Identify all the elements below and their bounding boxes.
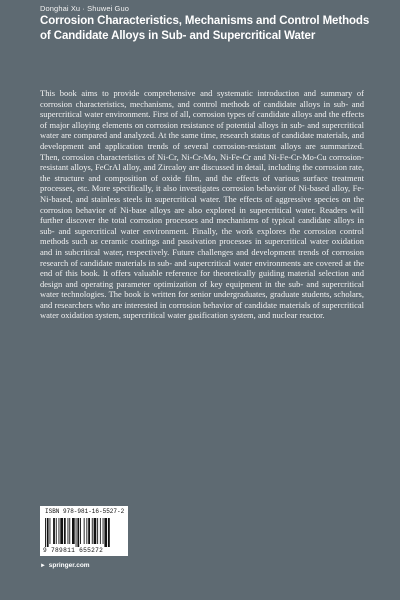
barcode-bar (45, 518, 46, 547)
barcode-bar (76, 518, 77, 547)
barcode-bar (104, 518, 107, 547)
barcode-bar (72, 518, 75, 544)
barcode-bar (60, 518, 63, 544)
barcode-bar (108, 518, 110, 547)
barcode-panel (40, 506, 128, 556)
barcode-bar (92, 518, 93, 544)
barcode-bar (53, 518, 55, 544)
book-description: This book aims to provide comprehensive and systematic introduction and summary of corrosion characteristics, mechanisms, and control methods of candidate alloys in sub- and supercritical water environment. First of all, corrosion types of candidate alloys and the effects of major alloying elements on corrosion resistance of potential alloys in sub- and supercritical water are compared and analyzed. At the same time, research status of candidate materials, and development and application trends of several corrosion-resistant alloys are summarized. Then, corrosion characteristics of Ni-Cr, Ni-Cr-Mo, Ni-Fe-Cr and Ni-Fe-Cr-Mo-Cu corrosion- resistant alloys, FeCrAl alloy, and Zircaloy are discussed in detail, including the corrosion rate, the structure and composition of oxide film, and the effects of various surface treatment processes, etc. More specifically, it also investigates corrosion behavior of Ni-based alloy, Fe-Ni-based, and stainless steels in supercritical water. The effects of aggressive species on the corrosion behavior of Ni-base alloys are also explored in supercritical water. Readers will further discover the total corrosion processes and mechanisms of typical candidate alloys in sub- and supercritical water environment. Finally, the work explores the corrosion control methods such as ceramic coatings and passivation processes in supercritical water oxidation and in subcritical water, respectively. Future challenges and development trends of corrosion research of candidate materials in sub- and supercritical water environments are covered at the end of this book. It offers valuable reference for theoretically guiding material selection and design and operating parameter optimization of key equipment in the sub- and supercritical water technologies. The book is written for senior undergraduates, graduate students, scholars, and researchers who are interested in corrosion behavior of candidate materials of supercritical water oxidation system, supercritical water gasification system, and nuclear reactor. (40, 88, 364, 321)
barcode-bar (84, 518, 85, 544)
barcode-bar (77, 518, 79, 547)
barcode-bar (100, 518, 101, 544)
barcode-bar (80, 518, 81, 544)
barcode-bar (103, 518, 104, 544)
barcode-bar (47, 518, 49, 547)
barcode-digits: 9 789811 655272 (43, 547, 104, 554)
publisher-website-link[interactable] (40, 562, 90, 569)
publisher-website-text: springer.com (48, 562, 90, 569)
barcode-bar (86, 518, 87, 544)
author-names: Donghai Xu · Shuwei Guo (40, 4, 130, 13)
barcode-bar (97, 518, 98, 544)
barcode-graphic (44, 518, 124, 547)
isbn-number: ISBN 978-981-16-5527-2 (45, 508, 125, 515)
barcode-bar (59, 518, 60, 544)
book-title: Corrosion Characteristics, Mechanisms and Control Methods of Candidate Alloys in Sub- and Supercritical Water (40, 15, 370, 42)
barcode-bar (94, 518, 97, 544)
arrow-right-icon: ► (40, 563, 46, 569)
barcode-bar (69, 518, 70, 544)
barcode-bar (88, 518, 90, 544)
barcode-bar (64, 518, 66, 544)
barcode-bar (56, 518, 57, 544)
barcode-bar (68, 518, 69, 544)
barcode-bar (50, 518, 51, 544)
